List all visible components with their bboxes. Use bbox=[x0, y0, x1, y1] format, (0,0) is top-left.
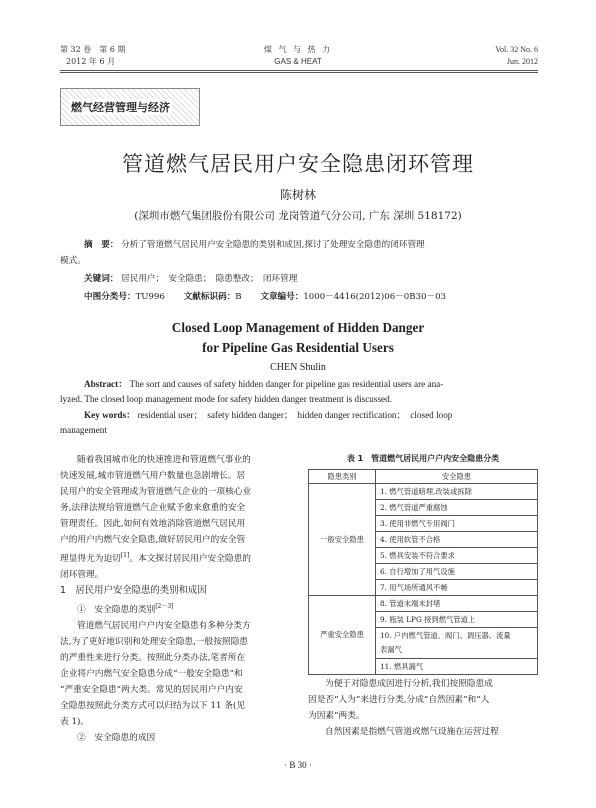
volume-issue-en: Vol. 32 No. 6 bbox=[495, 45, 538, 54]
para-line: 企业将户内燃气安全隐患分成“一般安全隐患”和 bbox=[60, 668, 243, 679]
affiliation-cn: (深圳市燃气集团股份有限公司 龙岗管道气分公司, 广东 深圳 518172) bbox=[134, 210, 462, 222]
date-en: Jun. 2012 bbox=[506, 57, 538, 66]
citation: [2－3] bbox=[155, 602, 174, 610]
para-line: 自然因素是指燃气管道或燃气设施在运营过程 bbox=[325, 727, 499, 737]
para-line: 管道燃气居民用户户内安全隐患有多种分类方 bbox=[77, 620, 251, 631]
table-cell: 8. 管道末端未封堵 bbox=[376, 596, 538, 612]
table-cell bbox=[376, 628, 538, 659]
table-cell: 2. 燃气管道严重腐蚀 bbox=[376, 500, 538, 516]
para-line: 务,法律法规给管道燃气企业赋予愈来愈重的安全 bbox=[60, 503, 246, 513]
table-cell: 5. 燃具安装不符合要求 bbox=[376, 548, 538, 564]
keywords-en-line1: residential user； safety hidden danger； hidden danger rectification； closed loop bbox=[137, 410, 453, 420]
date-cn: 2012 年 6 月 bbox=[66, 57, 116, 66]
table-row bbox=[309, 484, 538, 500]
table-header-row bbox=[309, 470, 538, 484]
table-header-category: 隐患类别 bbox=[309, 470, 376, 484]
para-line-fragment: 。本文探讨居民用户安全隐患的 bbox=[129, 553, 251, 564]
doc-code-label: 文献标识码： bbox=[183, 292, 236, 302]
risk-table bbox=[308, 469, 538, 675]
section-label-box bbox=[60, 88, 200, 126]
para-line: 为因素”两类。 bbox=[308, 711, 365, 721]
abstract-en-line2: lyzed. The closed loop management mode for safety hidden danger treatment is discussed. bbox=[60, 394, 393, 404]
para-line: 的严重性来进行分类。按照此分类办法,笔者所在 bbox=[60, 652, 246, 663]
abstract-cn-line1: 分析了管道燃气居民用户安全隐患的类别和成因,探讨了处理安全隐患的闭环管理 bbox=[121, 240, 425, 250]
category-general: 一般安全隐患 bbox=[309, 484, 376, 596]
abstract-en-line1: The sort and causes of safety hidden danger for pipeline gas residential users are ana- bbox=[129, 379, 444, 389]
keywords-cn-label: 关键词： bbox=[84, 274, 119, 284]
subheading-1 bbox=[60, 599, 293, 618]
para-line: 因是否“人为”来进行分类,分成“自然因素”和“人 bbox=[308, 695, 490, 705]
para-line: 法,为了更好地识别和处理安全隐患,一般按照隐患 bbox=[60, 636, 248, 647]
para-line-fragment: 理显得尤为迫切 bbox=[60, 553, 121, 564]
title-en-line2: for Pipeline Gas Residential Users bbox=[202, 340, 394, 355]
table-cell-line: 10. 户内燃气管道、阀门、调压器、流量 bbox=[380, 631, 511, 640]
right-column bbox=[308, 676, 540, 740]
keywords-en-label: Key words： bbox=[84, 410, 136, 420]
para-line: 表 1)。 bbox=[60, 716, 90, 727]
table-cell-line: 表漏气 bbox=[380, 645, 402, 654]
section-label: 燃气经营管理与经济 bbox=[71, 101, 170, 114]
table-row bbox=[309, 596, 538, 612]
article-no-value: 1000－4416(2012)06－0B30－03 bbox=[303, 292, 447, 302]
article-no-label: 文章编号： bbox=[260, 292, 304, 302]
table-cell: 11. 燃具漏气 bbox=[376, 659, 538, 675]
para-line: 随着我国城市化的快速推进和管道燃气事业的 bbox=[77, 455, 251, 465]
journal-title-en: GAS & HEAT bbox=[274, 57, 322, 66]
para-line: 户的用户内燃气安全隐患,做好居民用户的安全管 bbox=[60, 535, 246, 545]
clc-value: TU996 bbox=[135, 292, 165, 302]
section-heading-1: 1 居民用户安全隐患的类别和成因 bbox=[60, 584, 207, 596]
table-cell: 6. 自行增加了用气设施 bbox=[376, 564, 538, 580]
table-cell: 4. 使用软管不合格 bbox=[376, 532, 538, 548]
abstract-cn bbox=[84, 238, 538, 253]
keywords-cn-text: 居民用户； 安全隐患； 隐患整改； 闭环管理 bbox=[121, 274, 298, 284]
category-serious: 严重安全隐患 bbox=[309, 596, 376, 675]
keywords-en bbox=[84, 408, 452, 423]
clc-label: 中图分类号： bbox=[84, 292, 136, 302]
para-line: 全隐患按照此分类方式可以归结为以下 11 条(见 bbox=[60, 700, 246, 711]
para-line: 管理责任。因此,如何有效地消除管道燃气居民用 bbox=[60, 519, 246, 529]
header-rule-top bbox=[60, 70, 538, 71]
para-line-with-cite bbox=[60, 548, 293, 567]
subheading-2: ② 安全隐患的成因 bbox=[77, 732, 156, 743]
left-column bbox=[60, 452, 293, 746]
header-rule-bottom bbox=[60, 72, 538, 73]
table-cell: 3. 使用非燃气专用阀门 bbox=[376, 516, 538, 532]
table-cell: 9. 瓶装 LPG 接到燃气管道上 bbox=[376, 612, 538, 628]
abstract-cn-label: 摘 要： bbox=[84, 240, 119, 250]
title-en-line1: Closed Loop Management of Hidden Danger bbox=[171, 320, 425, 335]
page-number: · B 30 · bbox=[284, 760, 312, 770]
para-line: 快速发展,城市管道燃气用户数量也急剧增长。居 bbox=[60, 471, 246, 481]
keywords-en-line2: management bbox=[60, 425, 107, 435]
title-cn: 管道燃气居民用户安全隐患闭环管理 bbox=[122, 152, 474, 176]
para-line: 为便于对隐患成因进行分析,我们按照隐患成 bbox=[325, 679, 493, 689]
abstract-en bbox=[84, 377, 538, 392]
abstract-en-label: Abstract： bbox=[84, 379, 128, 389]
table-cell: 1. 燃气管道暗埋,改装或拆除 bbox=[376, 484, 538, 500]
table-header-hazard: 安全隐患 bbox=[376, 470, 538, 484]
doc-code-value: B bbox=[235, 292, 242, 302]
author-en: CHEN Shulin bbox=[270, 362, 326, 373]
citation: [1] bbox=[120, 552, 130, 559]
subheading-1-text: ① 安全隐患的类别 bbox=[77, 604, 156, 615]
journal-title-cn: 煤 气 与 热 力 bbox=[263, 45, 333, 54]
author-cn: 陈树林 bbox=[279, 188, 316, 202]
table-title: 表 1 管道燃气居民用户户内安全隐患分类 bbox=[346, 454, 500, 463]
para-line: 闭环管理。 bbox=[60, 569, 104, 580]
table-cell: 7. 用气场所通风不畅 bbox=[376, 580, 538, 596]
keywords-cn bbox=[84, 272, 297, 287]
volume-issue-cn: 第 32 卷 第 6 期 bbox=[60, 45, 126, 54]
para-line: “严重安全隐患”两大类。常见的居民用户户内安 bbox=[60, 684, 243, 695]
classification-line bbox=[84, 290, 446, 305]
abstract-cn-line2: 模式。 bbox=[60, 256, 86, 266]
para-line: 民用户的安全管理成为管道燃气企业的一项核心业 bbox=[60, 487, 252, 497]
